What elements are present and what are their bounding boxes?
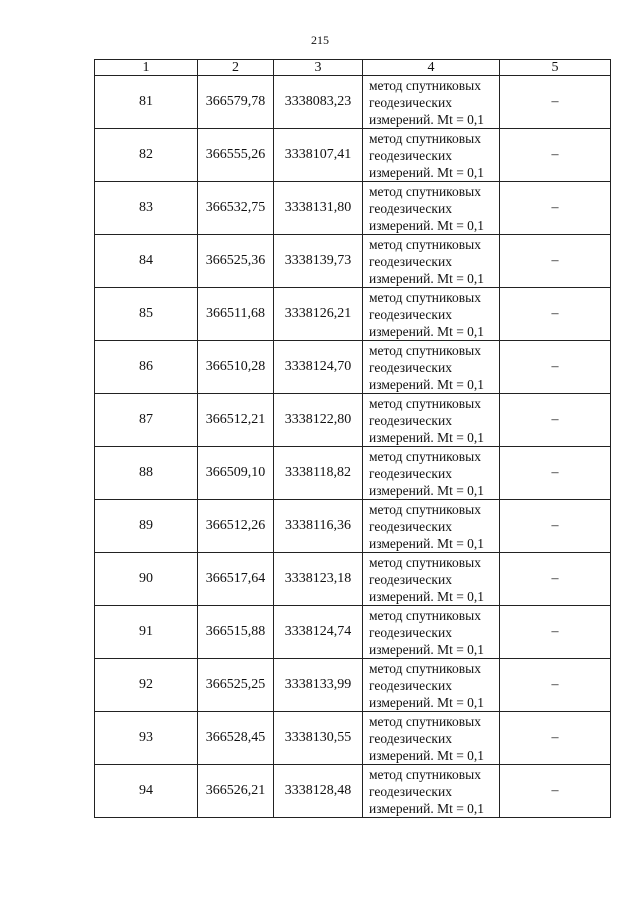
point-number-cell: 82	[95, 129, 198, 182]
header-col-3: 3	[274, 60, 363, 76]
y-coordinate-cell: 3338118,82	[274, 447, 363, 500]
method-cell: метод спутниковых геодезических измерений. Mt = 0,1	[363, 447, 500, 500]
y-coordinate-cell: 3338128,48	[274, 765, 363, 818]
note-cell: –	[500, 182, 611, 235]
point-number-cell: 90	[95, 553, 198, 606]
coordinates-table	[94, 59, 611, 818]
y-coordinate-cell: 3338139,73	[274, 235, 363, 288]
table-row	[95, 76, 611, 129]
note-cell: –	[500, 447, 611, 500]
method-cell: метод спутниковых геодезических измерений. Mt = 0,1	[363, 500, 500, 553]
point-number-cell: 88	[95, 447, 198, 500]
table-row	[95, 765, 611, 818]
point-number-cell: 84	[95, 235, 198, 288]
y-coordinate-cell: 3338083,23	[274, 76, 363, 129]
table-row	[95, 129, 611, 182]
note-cell: –	[500, 288, 611, 341]
table-row	[95, 341, 611, 394]
y-coordinate-cell: 3338131,80	[274, 182, 363, 235]
x-coordinate-cell: 366525,36	[198, 235, 274, 288]
table-row	[95, 182, 611, 235]
table-row	[95, 500, 611, 553]
table-header	[95, 60, 611, 76]
method-cell: метод спутниковых геодезических измерений. Mt = 0,1	[363, 553, 500, 606]
note-cell: –	[500, 765, 611, 818]
note-cell: –	[500, 76, 611, 129]
note-cell: –	[500, 500, 611, 553]
method-cell: метод спутниковых геодезических измерений. Mt = 0,1	[363, 712, 500, 765]
note-cell: –	[500, 659, 611, 712]
table-row	[95, 712, 611, 765]
point-number-cell: 89	[95, 500, 198, 553]
x-coordinate-cell: 366579,78	[198, 76, 274, 129]
note-cell: –	[500, 235, 611, 288]
point-number-cell: 86	[95, 341, 198, 394]
point-number-cell: 91	[95, 606, 198, 659]
header-col-1: 1	[95, 60, 198, 76]
table-row	[95, 553, 611, 606]
y-coordinate-cell: 3338107,41	[274, 129, 363, 182]
method-cell: метод спутниковых геодезических измерений. Mt = 0,1	[363, 606, 500, 659]
x-coordinate-cell: 366555,26	[198, 129, 274, 182]
point-number-cell: 92	[95, 659, 198, 712]
x-coordinate-cell: 366528,45	[198, 712, 274, 765]
y-coordinate-cell: 3338116,36	[274, 500, 363, 553]
header-col-5: 5	[500, 60, 611, 76]
y-coordinate-cell: 3338133,99	[274, 659, 363, 712]
x-coordinate-cell: 366511,68	[198, 288, 274, 341]
table-row	[95, 394, 611, 447]
point-number-cell: 81	[95, 76, 198, 129]
note-cell: –	[500, 712, 611, 765]
note-cell: –	[500, 341, 611, 394]
table-body	[95, 76, 611, 818]
table-row	[95, 235, 611, 288]
method-cell: метод спутниковых геодезических измерений. Mt = 0,1	[363, 76, 500, 129]
y-coordinate-cell: 3338122,80	[274, 394, 363, 447]
y-coordinate-cell: 3338124,70	[274, 341, 363, 394]
note-cell: –	[500, 553, 611, 606]
method-cell: метод спутниковых геодезических измерений. Mt = 0,1	[363, 341, 500, 394]
x-coordinate-cell: 366526,21	[198, 765, 274, 818]
point-number-cell: 85	[95, 288, 198, 341]
note-cell: –	[500, 394, 611, 447]
header-col-2: 2	[198, 60, 274, 76]
table-row	[95, 447, 611, 500]
method-cell: метод спутниковых геодезических измерений. Mt = 0,1	[363, 182, 500, 235]
x-coordinate-cell: 366525,25	[198, 659, 274, 712]
x-coordinate-cell: 366510,28	[198, 341, 274, 394]
x-coordinate-cell: 366517,64	[198, 553, 274, 606]
y-coordinate-cell: 3338126,21	[274, 288, 363, 341]
point-number-cell: 93	[95, 712, 198, 765]
note-cell: –	[500, 129, 611, 182]
note-cell: –	[500, 606, 611, 659]
y-coordinate-cell: 3338124,74	[274, 606, 363, 659]
table-row	[95, 288, 611, 341]
x-coordinate-cell: 366515,88	[198, 606, 274, 659]
table-row	[95, 659, 611, 712]
table-row	[95, 606, 611, 659]
header-row	[95, 60, 611, 76]
x-coordinate-cell: 366512,26	[198, 500, 274, 553]
x-coordinate-cell: 366532,75	[198, 182, 274, 235]
point-number-cell: 94	[95, 765, 198, 818]
method-cell: метод спутниковых геодезических измерений. Mt = 0,1	[363, 394, 500, 447]
method-cell: метод спутниковых геодезических измерений. Mt = 0,1	[363, 288, 500, 341]
method-cell: метод спутниковых геодезических измерений. Mt = 0,1	[363, 659, 500, 712]
page-number: 215	[311, 33, 329, 47]
method-cell: метод спутниковых геодезических измерений. Mt = 0,1	[363, 129, 500, 182]
method-cell: метод спутниковых геодезических измерений. Mt = 0,1	[363, 765, 500, 818]
y-coordinate-cell: 3338123,18	[274, 553, 363, 606]
y-coordinate-cell: 3338130,55	[274, 712, 363, 765]
header-col-4: 4	[363, 60, 500, 76]
x-coordinate-cell: 366512,21	[198, 394, 274, 447]
method-cell: метод спутниковых геодезических измерений. Mt = 0,1	[363, 235, 500, 288]
point-number-cell: 83	[95, 182, 198, 235]
x-coordinate-cell: 366509,10	[198, 447, 274, 500]
point-number-cell: 87	[95, 394, 198, 447]
